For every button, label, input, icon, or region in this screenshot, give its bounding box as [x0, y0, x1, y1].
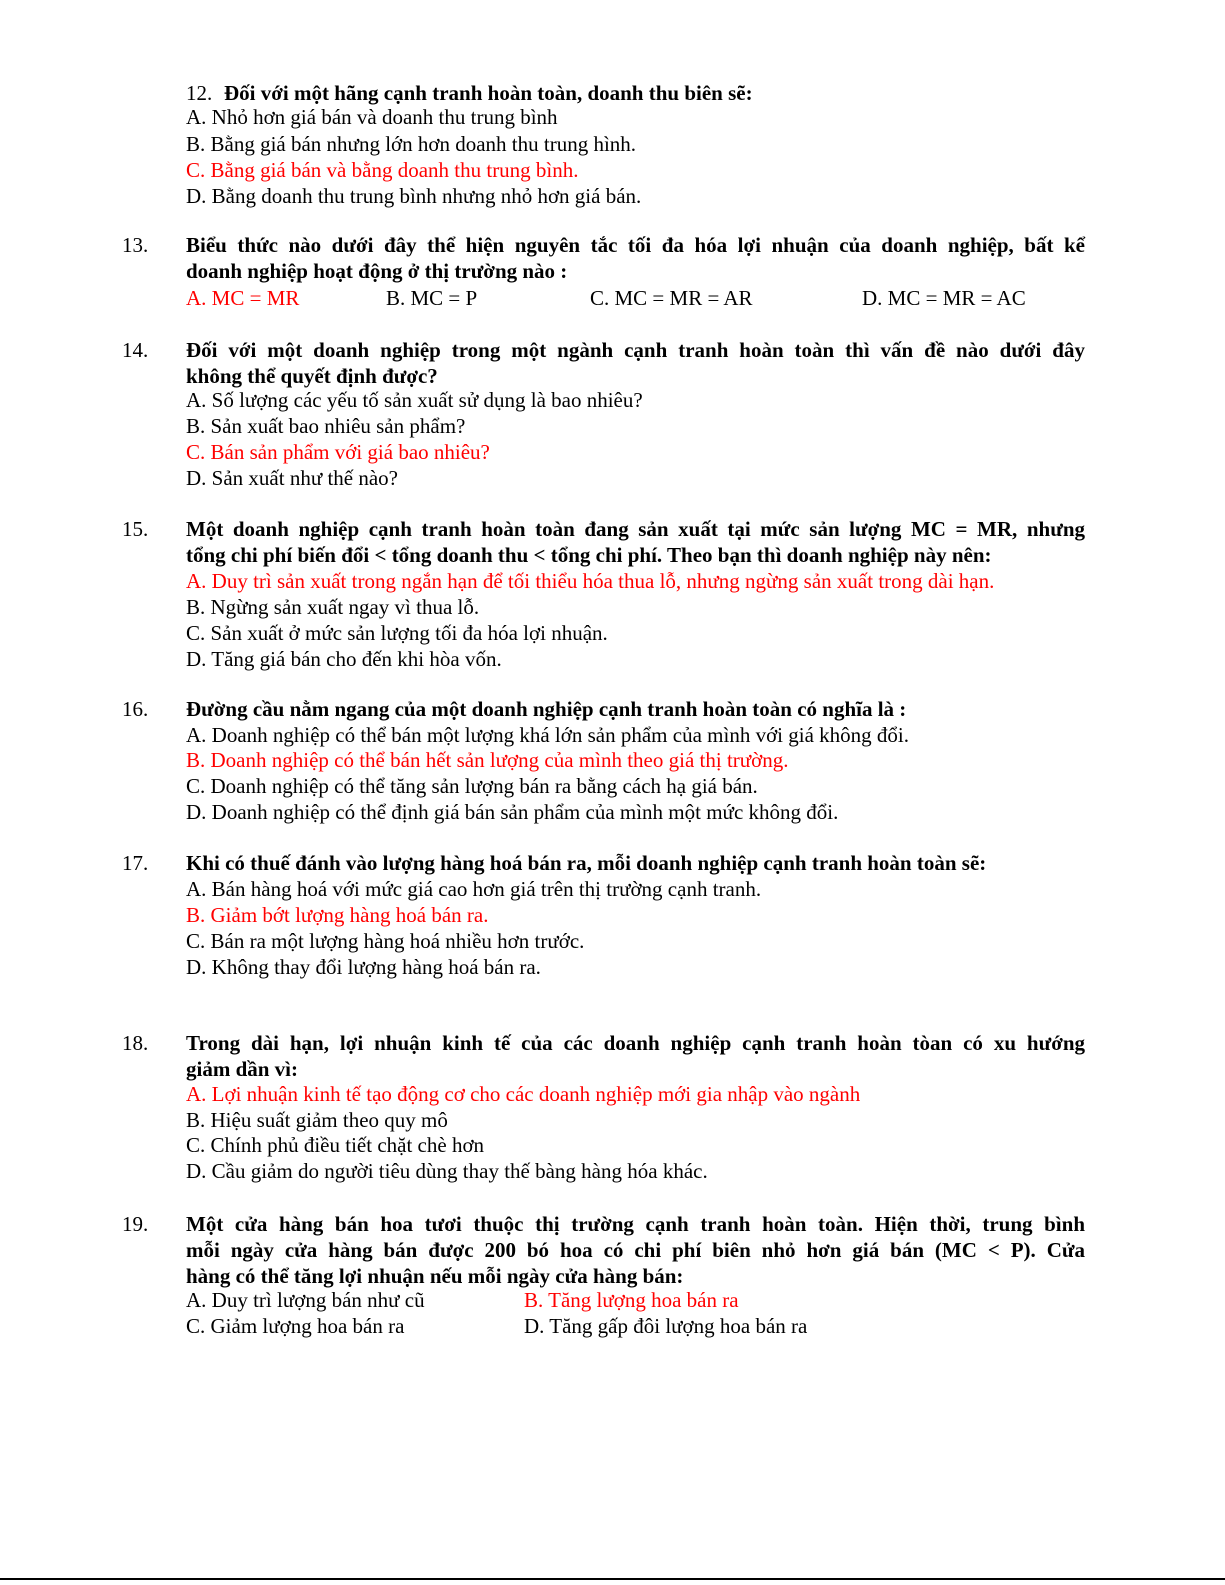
question-stem-cont [0, 1263, 1225, 1289]
question-15 [0, 516, 1225, 671]
question-16 [0, 696, 1225, 824]
page-bottom-rule [0, 1578, 1225, 1580]
option-c: C. Giảm lượng hoa bán ra [186, 1314, 405, 1338]
question-stem [0, 1211, 1225, 1237]
option-a: A. Nhỏ hơn giá bán và doanh thu trung bình [186, 105, 558, 129]
question-number: 17. [122, 851, 149, 875]
option-c: C. Doanh nghiệp có thể tăng sản lượng bán ra bằng cách hạ giá bán. [186, 774, 758, 798]
option-b: B. Ngừng sản xuất ngay vì thua lỗ. [186, 595, 480, 619]
question-stem-cont [0, 1237, 1225, 1263]
question-number: 13. [122, 233, 149, 257]
question-17 [0, 850, 1225, 979]
option-c: C. Sản xuất ở mức sản lượng tối đa hóa lợi nhuận. [186, 621, 608, 645]
question-19 [0, 1211, 1225, 1338]
question-text-line: Đối với một doanh nghiệp trong một ngành cạnh tranh hoàn toàn thì vấn đề nào dưới đây [186, 338, 1085, 362]
option-c: C. MC = MR = AR [590, 286, 753, 310]
question-number: 12. [186, 81, 213, 105]
question-text: Đối với một hãng cạnh tranh hoàn toàn, doanh thu biên sẽ: [224, 81, 753, 105]
option-d: D. Doanh nghiệp có thể định giá bán sản phẩm của mình một mức không đổi. [186, 800, 839, 824]
question-text-line: doanh nghiệp hoạt động ở thị trường nào : [186, 259, 568, 283]
option-d: D. Tăng gấp đôi lượng hoa bán ra [524, 1314, 808, 1338]
option-d: D. Sản xuất như thế nào? [186, 466, 398, 490]
option-a-correct: A. Duy trì sản xuất trong ngắn hạn để tối thiểu hóa thua lỗ, nhưng ngừng sản xuất trong dài hạn. [186, 569, 995, 593]
question-stem-cont [0, 1056, 1225, 1082]
question-text-line: không thể quyết định được? [186, 364, 438, 388]
option-d: D. Cầu giảm do người tiêu dùng thay thế bàng hàng hóa khác. [186, 1159, 708, 1183]
option-b: B. Bằng giá bán nhưng lớn hơn doanh thu trung hình. [186, 132, 637, 156]
option-a: A. Bán hàng hoá với mức giá cao hơn giá trên thị trường cạnh tranh. [186, 877, 762, 901]
question-number: 14. [122, 338, 149, 362]
option-c: C. Bán ra một lượng hàng hoá nhiều hơn trước. [186, 929, 585, 953]
question-text-line: Biểu thức nào dưới đây thể hiện nguyên tắc tối đa hóa lợi nhuận của doanh nghiệp, bất kể [186, 233, 1085, 257]
option-a: A. Số lượng các yếu tố sản xuất sử dụng là bao nhiêu? [186, 388, 643, 412]
option-a-correct: A. MC = MR [186, 286, 300, 310]
option-d: D. Không thay đổi lượng hàng hoá bán ra. [186, 955, 541, 979]
option-a-correct: A. Lợi nhuận kinh tế tạo động cơ cho các doanh nghiệp mới gia nhập vào ngành [186, 1082, 861, 1106]
option-b-correct: B. Giảm bớt lượng hàng hoá bán ra. [186, 903, 489, 927]
question-stem [0, 850, 1225, 876]
option-a: A. Doanh nghiệp có thể bán một lượng khá lớn sản phẩm của mình với giá không đổi. [186, 723, 909, 747]
option-b: B. MC = P [386, 286, 478, 310]
question-stem [0, 232, 1225, 258]
question-number: 16. [122, 697, 149, 721]
question-stem [0, 337, 1225, 363]
question-stem [0, 80, 1225, 106]
option-c-correct: C. Bằng giá bán và bằng doanh thu trung bình. [186, 158, 579, 182]
question-text-line: Trong dài hạn, lợi nhuận kinh tế của các doanh nghiệp cạnh tranh hoàn tòan có xu hướng [186, 1031, 1085, 1055]
question-number: 15. [122, 517, 149, 541]
question-number: 19. [122, 1212, 149, 1236]
question-number: 18. [122, 1031, 149, 1055]
question-18 [0, 1030, 1225, 1183]
question-stem-cont [0, 363, 1225, 389]
question-text-line: Đường cầu nằm ngang của một doanh nghiệp cạnh tranh hoàn toàn có nghĩa là : [186, 697, 907, 721]
question-stem [0, 696, 1225, 722]
option-c: C. Chính phủ điều tiết chặt chè hơn [186, 1133, 485, 1157]
question-text-line: Một doanh nghiệp cạnh tranh hoàn toàn đang sản xuất tại mức sản lượng MC = MR, nhưng [186, 517, 1085, 541]
option-b: B. Hiệu suất giảm theo quy mô [186, 1108, 448, 1132]
option-a: A. Duy trì lượng bán như cũ [186, 1288, 425, 1312]
question-stem [0, 516, 1225, 542]
question-text-line: Khi có thuế đánh vào lượng hàng hoá bán ra, mỗi doanh nghiệp cạnh tranh hoàn toàn sẽ: [186, 851, 987, 875]
question-text-line: mỗi ngày cửa hàng bán được 200 bó hoa có chi phí biên nhỏ hơn giá bán (MC < P). Cửa [186, 1238, 1085, 1262]
option-c-correct: C. Bán sản phẩm với giá bao nhiêu? [186, 440, 490, 464]
question-stem [0, 1030, 1225, 1056]
option-d: D. Tăng giá bán cho đến khi hòa vốn. [186, 647, 502, 671]
question-text-line: Một cửa hàng bán hoa tươi thuộc thị trường cạnh tranh hoàn toàn. Hiện thời, trung bình [186, 1212, 1085, 1236]
question-stem-cont [0, 258, 1225, 284]
option-b-correct: B. Tăng lượng hoa bán ra [524, 1288, 739, 1312]
question-stem-cont [0, 542, 1225, 568]
option-d: D. MC = MR = AC [862, 286, 1026, 310]
option-d: D. Bằng doanh thu trung bình nhưng nhỏ hơn giá bán. [186, 184, 642, 208]
question-text-line: hàng có thể tăng lợi nhuận nếu mỗi ngày cửa hàng bán: [186, 1264, 684, 1288]
option-b-correct: B. Doanh nghiệp có thể bán hết sản lượng của mình theo giá thị trường. [186, 748, 789, 772]
question-12 [0, 80, 1225, 208]
question-14 [0, 337, 1225, 490]
question-13 [0, 232, 1225, 310]
question-text-line: tổng chi phí biến đổi < tổng doanh thu < tổng chi phí. Theo bạn thì doanh nghiệp này nên: [186, 543, 992, 567]
question-text-line: giảm dần vì: [186, 1057, 299, 1081]
option-b: B. Sản xuất bao nhiêu sản phẩm? [186, 414, 466, 438]
